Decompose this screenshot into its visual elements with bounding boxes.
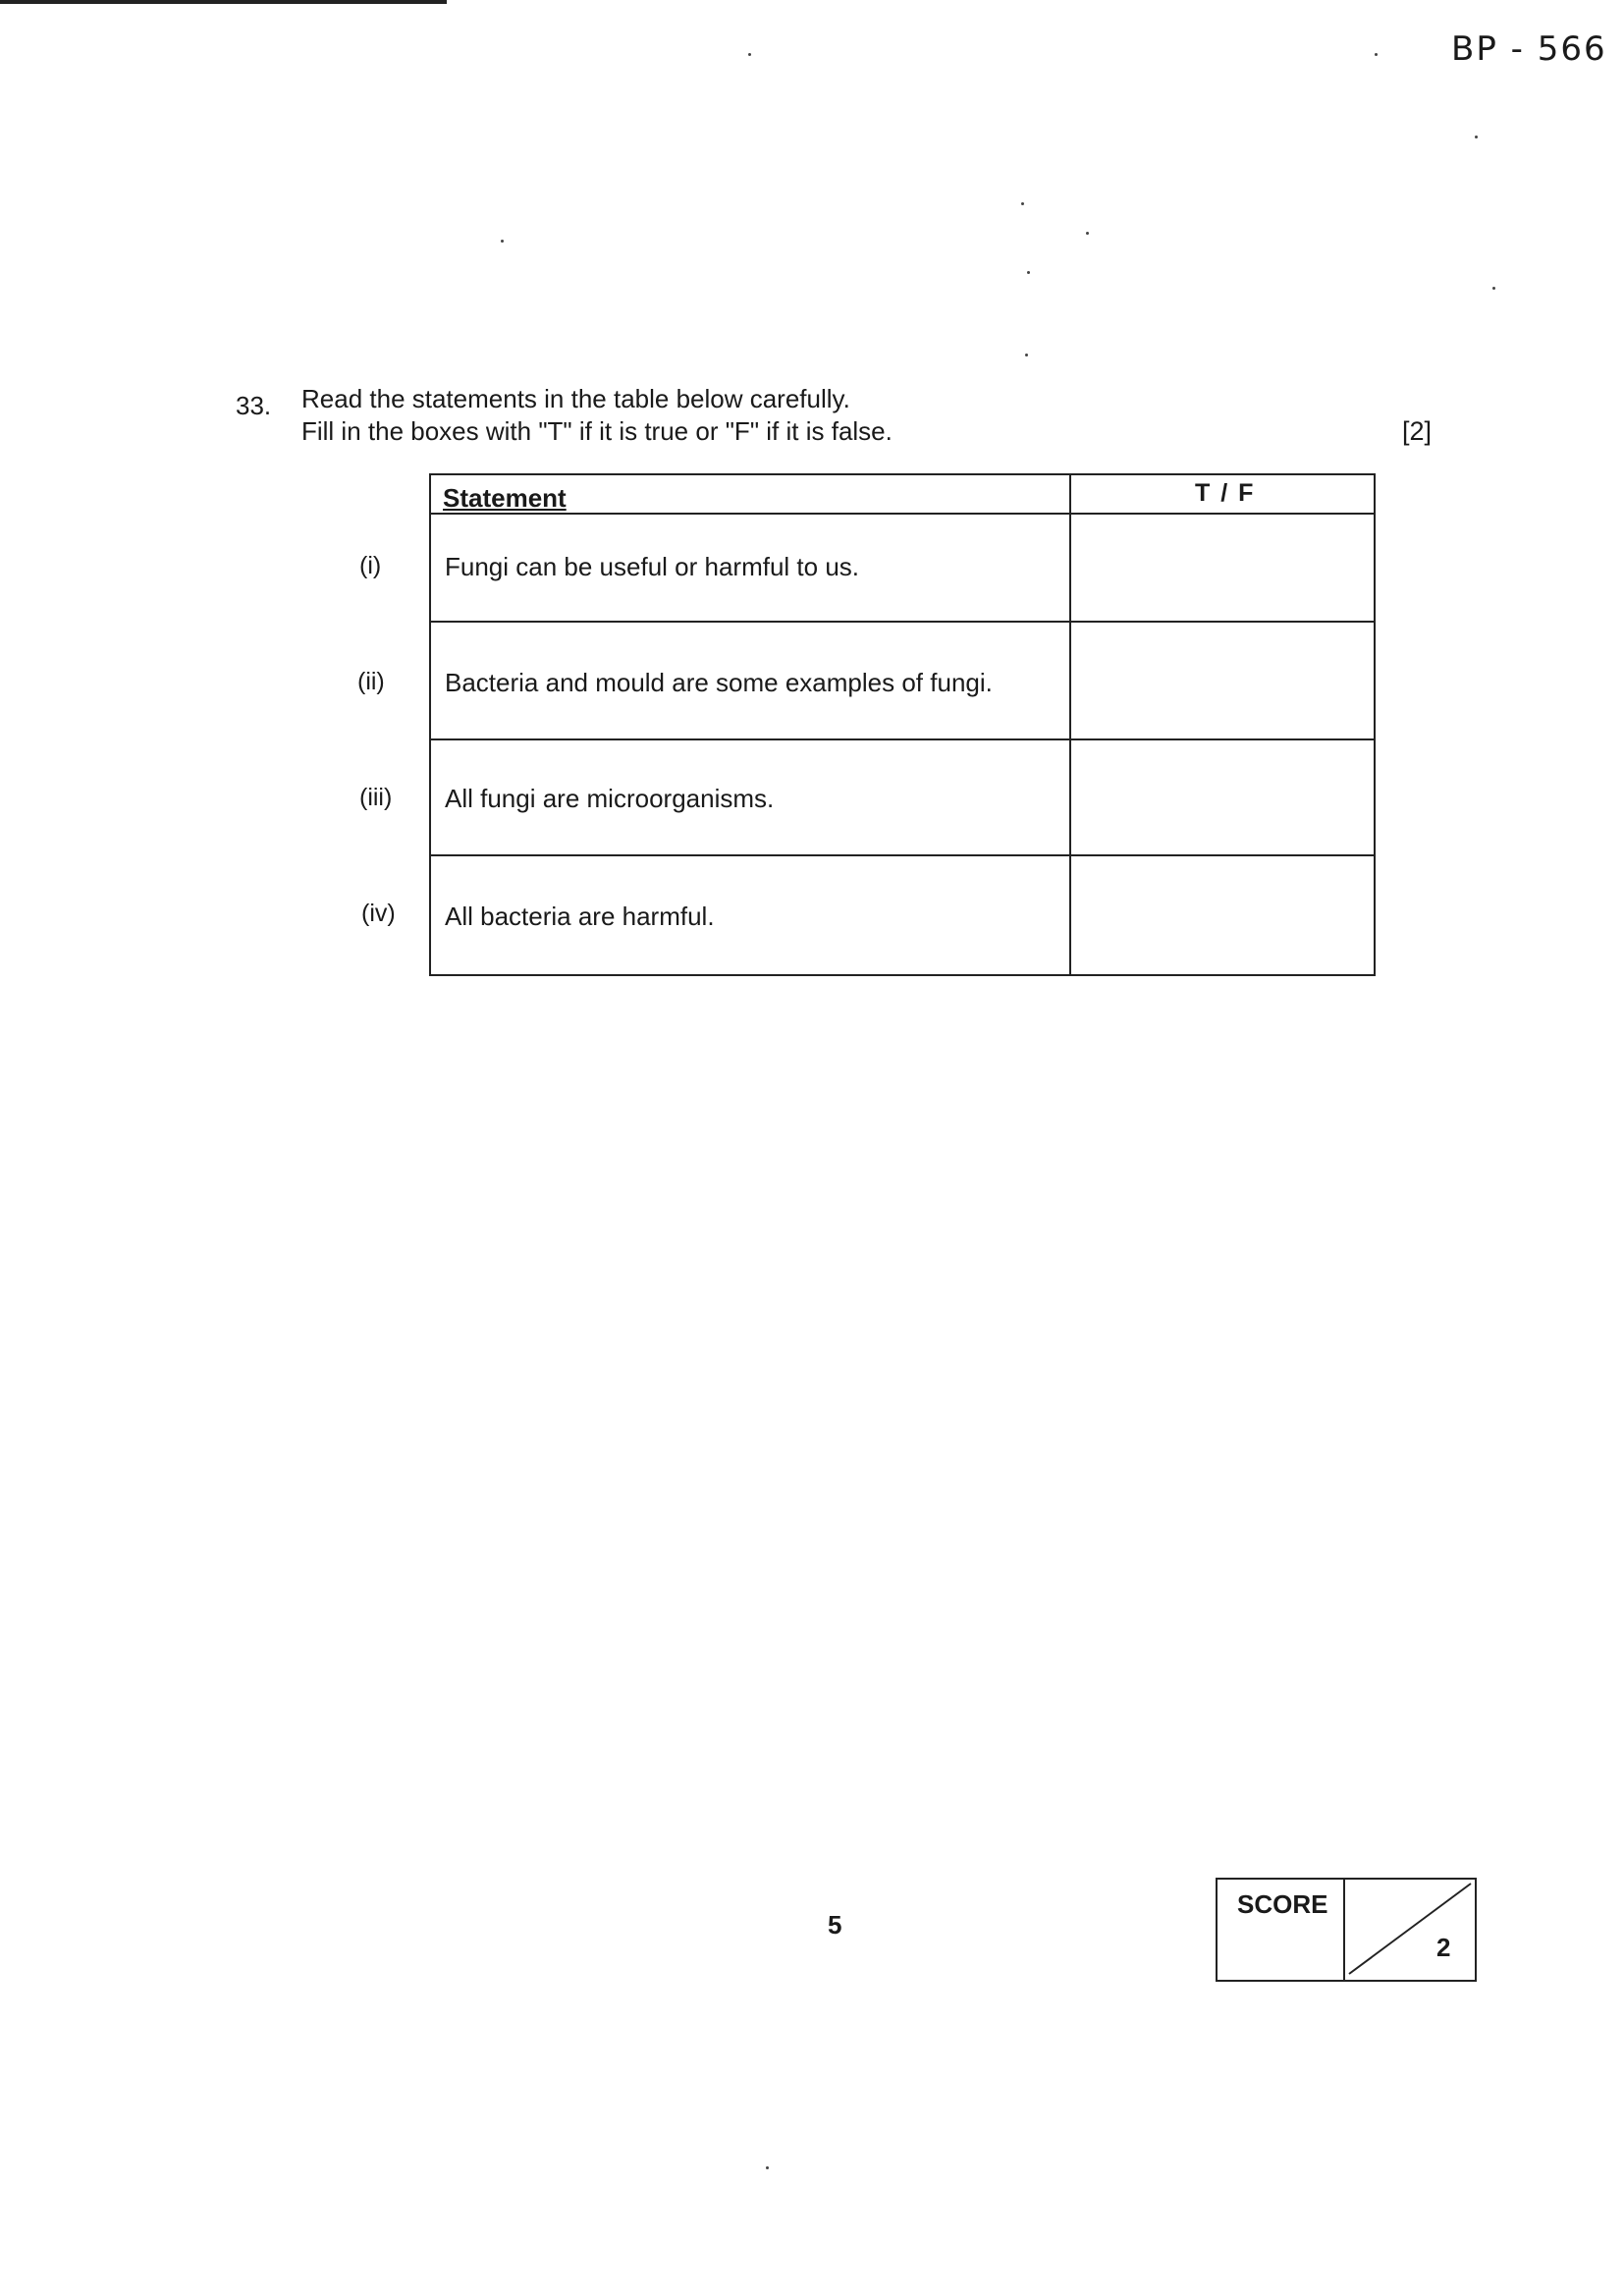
statements-table [429,473,1376,976]
table-row-divider [429,621,1376,623]
scan-speck [501,240,504,243]
score-box [1216,1878,1477,1982]
table-border-left [429,473,431,976]
score-label: SCORE [1237,1889,1328,1919]
tf-column-header: T / F [1195,479,1256,507]
score-slash [1345,1880,1475,1980]
question-instruction-line1: Read the statements in the table below carefully. [301,384,850,413]
row-label: (iv) [361,900,396,927]
statement-column-header: Statement [443,483,567,513]
scan-speck [1025,354,1028,356]
answer-box[interactable] [1073,517,1372,619]
top-rule [0,0,447,4]
row-label: (ii) [357,668,385,695]
statement-text: Bacteria and mould are some examples of fungi. [445,668,993,697]
score-max: 2 [1436,1933,1451,1962]
scan-speck [1492,287,1495,290]
document-code: BP - 566 [1451,29,1607,69]
scan-speck [766,2166,769,2169]
statement-text: Fungi can be useful or harmful to us. [445,552,860,581]
answer-box[interactable] [1073,742,1372,852]
scan-speck [1475,136,1478,138]
statement-text: All fungi are microorganisms. [445,784,775,813]
scan-speck [1375,53,1378,56]
question-instruction-line2: Fill in the boxes with "T" if it is true or "F" if it is false. [301,416,893,446]
statement-text: All bacteria are harmful. [445,902,715,931]
scan-speck [1027,271,1030,274]
scan-speck [1021,202,1024,205]
scan-speck [1086,232,1089,235]
table-border-right [1374,473,1376,976]
table-column-divider [1069,473,1071,976]
table-header-divider [429,513,1376,515]
question-marks: [2] [1402,416,1433,446]
row-label: (i) [359,552,382,579]
answer-box[interactable] [1073,625,1372,737]
table-border-bottom [429,974,1376,976]
table-border-top [429,473,1376,475]
page-number: 5 [828,1910,842,1940]
table-row-divider [429,738,1376,740]
scan-speck [748,53,751,56]
answer-box[interactable] [1073,858,1372,972]
row-label: (iii) [359,784,393,811]
question-number: 33. [236,391,272,420]
table-row-divider [429,854,1376,856]
